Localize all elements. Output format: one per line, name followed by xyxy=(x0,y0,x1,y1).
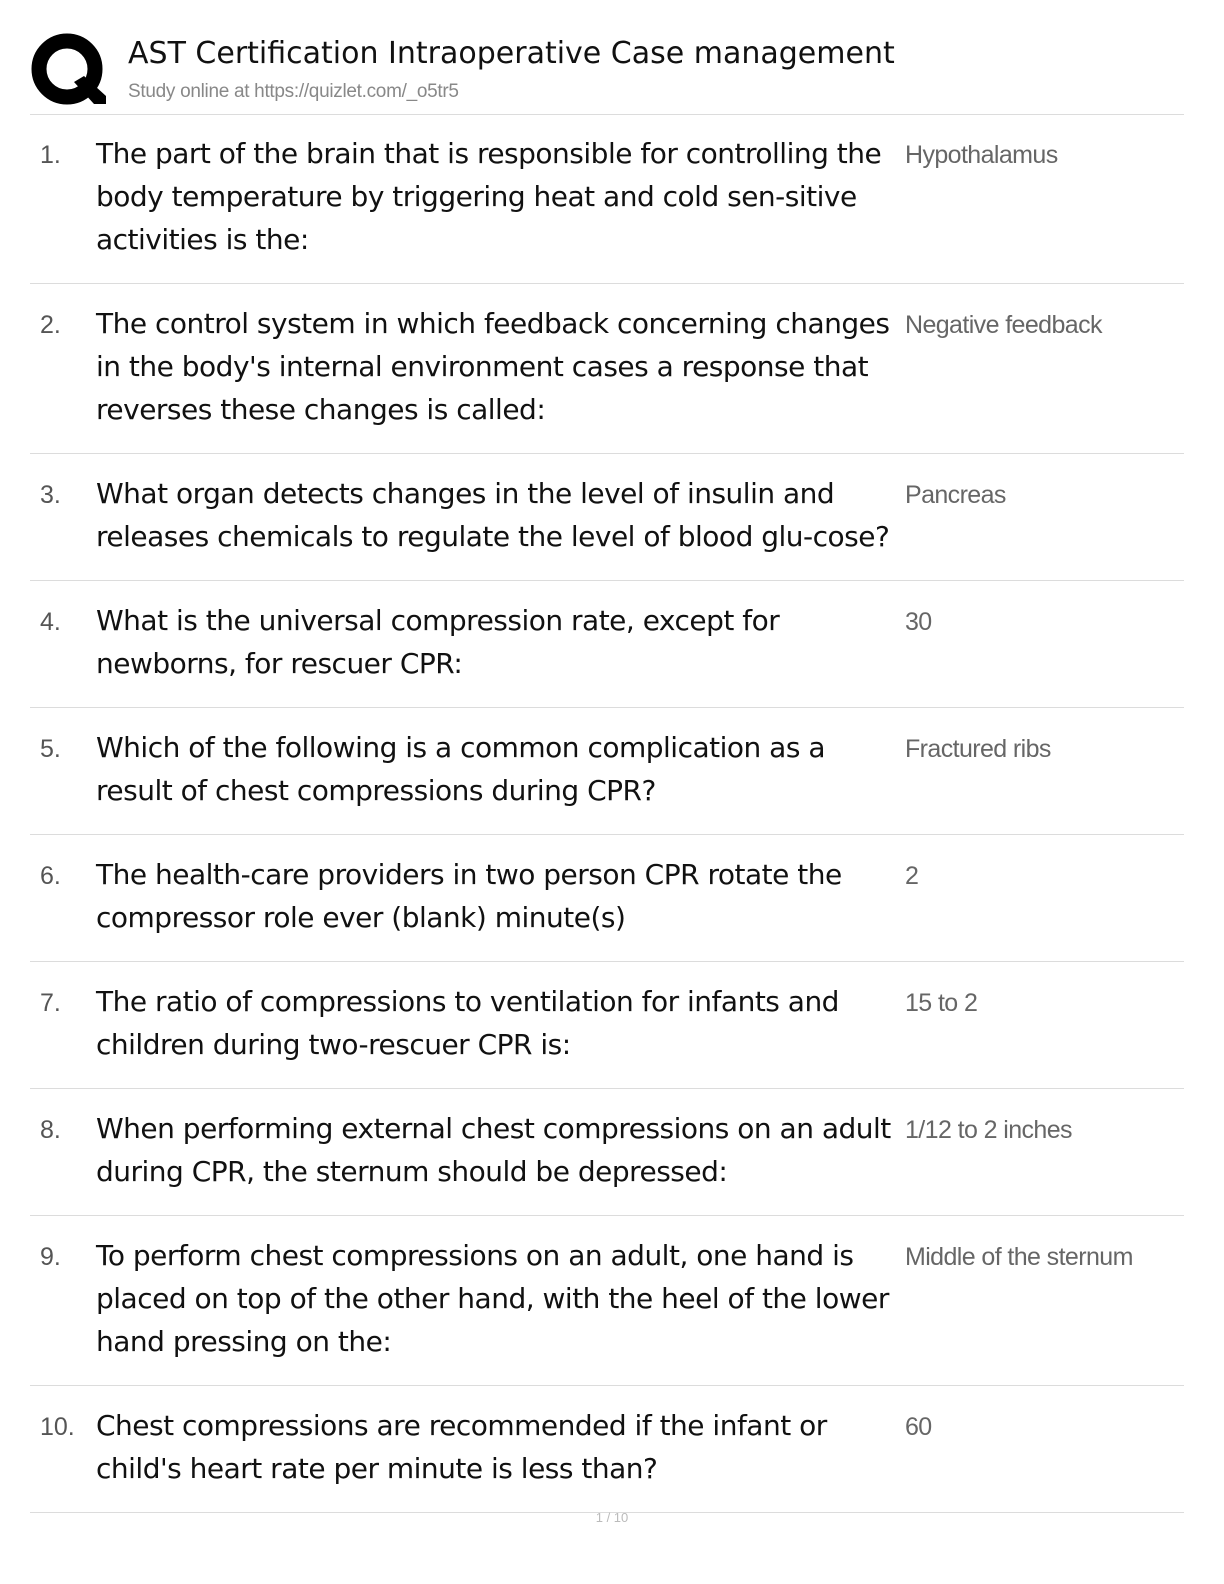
flashcard-row xyxy=(30,114,1184,284)
flashcard-row xyxy=(30,1386,1184,1513)
document-title: AST Certification Intraoperative Case management xyxy=(128,36,895,71)
flashcard-row xyxy=(30,581,1184,708)
card-number: 4. xyxy=(40,608,61,636)
card-term: Chest compressions are recommended if the infant or child's heart rate per minute is less than? xyxy=(96,1409,827,1485)
card-definition: 15 to 2 xyxy=(905,989,978,1017)
card-term: What is the universal compression rate, except for newborns, for rescuer CPR: xyxy=(96,604,780,680)
card-definition: Negative feedback xyxy=(905,311,1102,339)
quizlet-q-logo-icon xyxy=(30,32,106,108)
card-definition: Fractured ribs xyxy=(905,735,1051,763)
flashcard-row xyxy=(30,962,1184,1089)
card-definition: Pancreas xyxy=(905,481,1006,509)
card-term: The control system in which feedback concerning changes in the body's internal environment cases a response that reverses these changes is called: xyxy=(96,307,890,426)
card-definition: 1/12 to 2 inches xyxy=(905,1116,1072,1144)
card-term: When performing external chest compressions on an adult during CPR, the sternum should be depressed: xyxy=(96,1112,891,1188)
card-definition: 60 xyxy=(905,1413,932,1441)
card-number: 7. xyxy=(40,989,61,1017)
flashcard-row xyxy=(30,708,1184,835)
card-term: Which of the following is a common complication as a result of chest compressions during CPR? xyxy=(96,731,825,807)
card-number: 5. xyxy=(40,735,61,763)
card-number: 6. xyxy=(40,862,61,890)
card-number: 8. xyxy=(40,1116,61,1144)
flashcard-row xyxy=(30,454,1184,581)
flashcard-row xyxy=(30,835,1184,962)
page-header xyxy=(30,30,1184,115)
card-term: The ratio of compressions to ventilation for infants and children during two-rescuer CPR is: xyxy=(96,985,839,1061)
card-term: To perform chest compressions on an adult, one hand is placed on top of the other hand, with the heel of the lower hand pressing on the: xyxy=(96,1239,889,1358)
card-term: The part of the brain that is responsible for controlling the body temperature by triggering heat and cold sen-sitive activities is the: xyxy=(96,137,882,256)
card-number: 1. xyxy=(40,141,61,169)
card-number: 2. xyxy=(40,311,61,339)
card-term: The health-care providers in two person CPR rotate the compressor role ever (blank) minute(s) xyxy=(96,858,842,934)
card-definition: Middle of the sternum xyxy=(905,1243,1133,1271)
card-number: 9. xyxy=(40,1243,61,1271)
card-definition: Hypothalamus xyxy=(905,141,1058,169)
card-number: 3. xyxy=(40,481,61,509)
flashcard-list xyxy=(30,114,1184,1513)
flashcard-row xyxy=(30,284,1184,454)
card-definition: 30 xyxy=(905,608,932,636)
card-term: What organ detects changes in the level of insulin and releases chemicals to regulate the level of blood glu-cose? xyxy=(96,477,890,553)
page-indicator: 1 / 10 xyxy=(595,1510,629,1525)
flashcard-row xyxy=(30,1089,1184,1216)
card-number: 10. xyxy=(40,1413,75,1441)
study-online-link[interactable]: Study online at https://quizlet.com/_o5tr5 xyxy=(128,81,459,102)
flashcard-row xyxy=(30,1216,1184,1386)
card-definition: 2 xyxy=(905,862,919,890)
